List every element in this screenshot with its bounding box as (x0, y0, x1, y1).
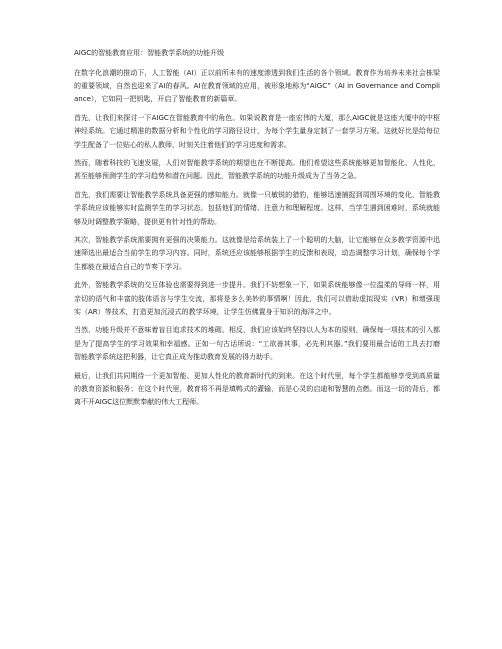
paragraph-decision: 其次，智能教学系统需要拥有更强的决策能力。这就像是给系统装上了一个聪明的大脑，让它能够在众多教学资源中迅速筛选出最适合当前学生的学习内容。同时，系统还应该能够根据学生的反馈和表现，动态调整学习计划，确保每个学生都能在最适合自己的节奏下学习。 (74, 236, 440, 271)
document-title: AIGC的智能教育应用：智能教学系统的功能升级 (74, 49, 225, 57)
paragraph-role: 首先，让我们来探讨一下AIGC在智能教育中的角色。如果说教育是一座宏伟的大厦，那么AIGC就是这座大厦中的中枢神经系统。它通过精准的数据分析和个性化的学习路径设计，为每个学生量身定制了一套学习方案。这就好比是给每位学生配备了一位贴心的私人教师，时刻关注着他们的学习进度和需求。 (74, 114, 440, 149)
paragraph-conclusion: 最后，让我们共同期待一个更加智能、更加人性化的教育新时代的到来。在这个时代里，每个学生都能够享受到高质量的教育资源和服务；在这个时代里，教育将不再是填鸭式的灌输，而是心灵的启迪和智慧的点燃。而这一切的背后，都离不开AIGC这位默默奉献的伟大工程师。 (74, 371, 440, 406)
paragraph-principle: 当然，功能升级并不意味着盲目追求技术的堆砌。相反，我们应该始终坚持以人为本的原则，确保每一项技术的引入都是为了提高学生的学习效果和幸福感。正如一句古话所说：“工欲善其事，必先利其器。”我们要用最合适的工具去打磨智能教学系统这把利器，让它真正成为推动教育发展的得力助手。 (74, 326, 440, 361)
paragraph-intro: 在数字化浪潮的推动下，人工智能（AI）正以前所未有的速度渗透到我们生活的各个领域。教育作为培养未来社会栋梁的重要领域，自然也迎来了AI的春风。AI在教育领域的应用，被形象地称为“AIGC”（AI in Governance and Compliance），它如同一把钥匙，开启了智能教育的新篇章。 (74, 69, 440, 104)
paragraph-interaction: 此外，智能教学系统的交互体验也需要得到进一步提升。我们不妨想象一下，如果系统能够像一位温柔的导师一样，用亲切的语气和丰富的肢体语言与学生交流，那将是多么美妙的事情啊！因此，我们可以借助虚拟现实（VR）和增强现实（AR）等技术，打造更加沉浸式的教学环境，让学生仿佛置身于知识的海洋之中。 (74, 281, 440, 316)
paragraph-perception: 首先，我们需要让智能教学系统具备更强的感知能力。就像一只敏锐的猎豹，能够迅速捕捉到周围环境的变化，智能教学系统应该能够实时监测学生的学习状态，包括他们的情绪、注意力和理解程度。这样，当学生遇到困难时，系统就能够及时调整教学策略，提供更有针对性的帮助。 (74, 191, 440, 226)
paragraph-expectations: 然而，随着科技的飞速发展，人们对智能教学系统的期望也在不断提高。他们希望这些系统能够更加智能化、人性化，甚至能够预测学生的学习趋势和潜在问题。因此，智能教学系统的功能升级成为了当务之急。 (74, 159, 440, 181)
